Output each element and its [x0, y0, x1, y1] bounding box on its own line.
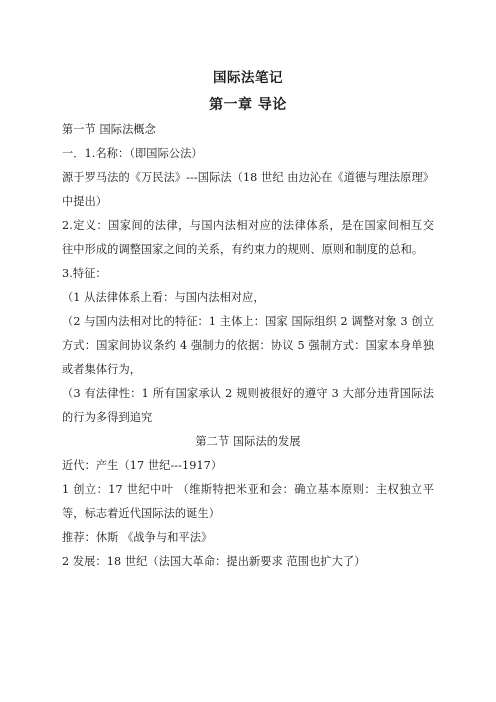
chapter-heading: 第一章 导论	[209, 97, 287, 113]
document-title: 国际法笔记	[213, 70, 283, 86]
paragraph: （1 从法律体系上看：与国内法相对应，	[62, 291, 265, 304]
document-body	[62, 118, 434, 574]
paragraph: 近代：产生（17 世纪---1917）	[62, 459, 223, 472]
section-heading: 第二节 国际法的发展	[195, 435, 301, 448]
paragraph: 2.定义：国家间的法律，与国内法相对应的法律体系，是在国家间相互交往中形成的调整国家之间的关系，有约束力的规则、原则和制度的总和。	[62, 219, 434, 256]
paragraph: 3.特征：	[62, 267, 107, 280]
paragraph: （3 有法律性：1 所有国家承认 2 规则被很好的遵守 3 大部分违背国际法的行为多得到追究	[62, 387, 434, 424]
paragraph: （2 与国内法相对比的特征：1 主体上：国家 国际组织 2 调整对象 3 创立方式：国家间协议条约 4 强制力的依据：协议 5 强制方式：国家本身单独或者集体行为，	[62, 315, 434, 376]
paragraph: 源于罗马法的《万民法》---国际法（18 世纪 由边沁在《道德与理法原理》中提出）	[62, 171, 435, 208]
paragraph: 一．1.名称：（即国际公法）	[62, 147, 203, 160]
section-heading: 第一节 国际法概念	[62, 123, 156, 136]
paragraph: 2 发展：18 世纪（法国大革命：提出新要求 范围也扩大了）	[62, 555, 366, 568]
paragraph: 1 创立：17 世纪中叶 （维斯特把米亚和会：确立基本原则：主权独立平等，标志着近代国际法的诞生）	[62, 483, 434, 520]
paragraph: 推荐：休斯 《战争与和平法》	[62, 531, 213, 544]
